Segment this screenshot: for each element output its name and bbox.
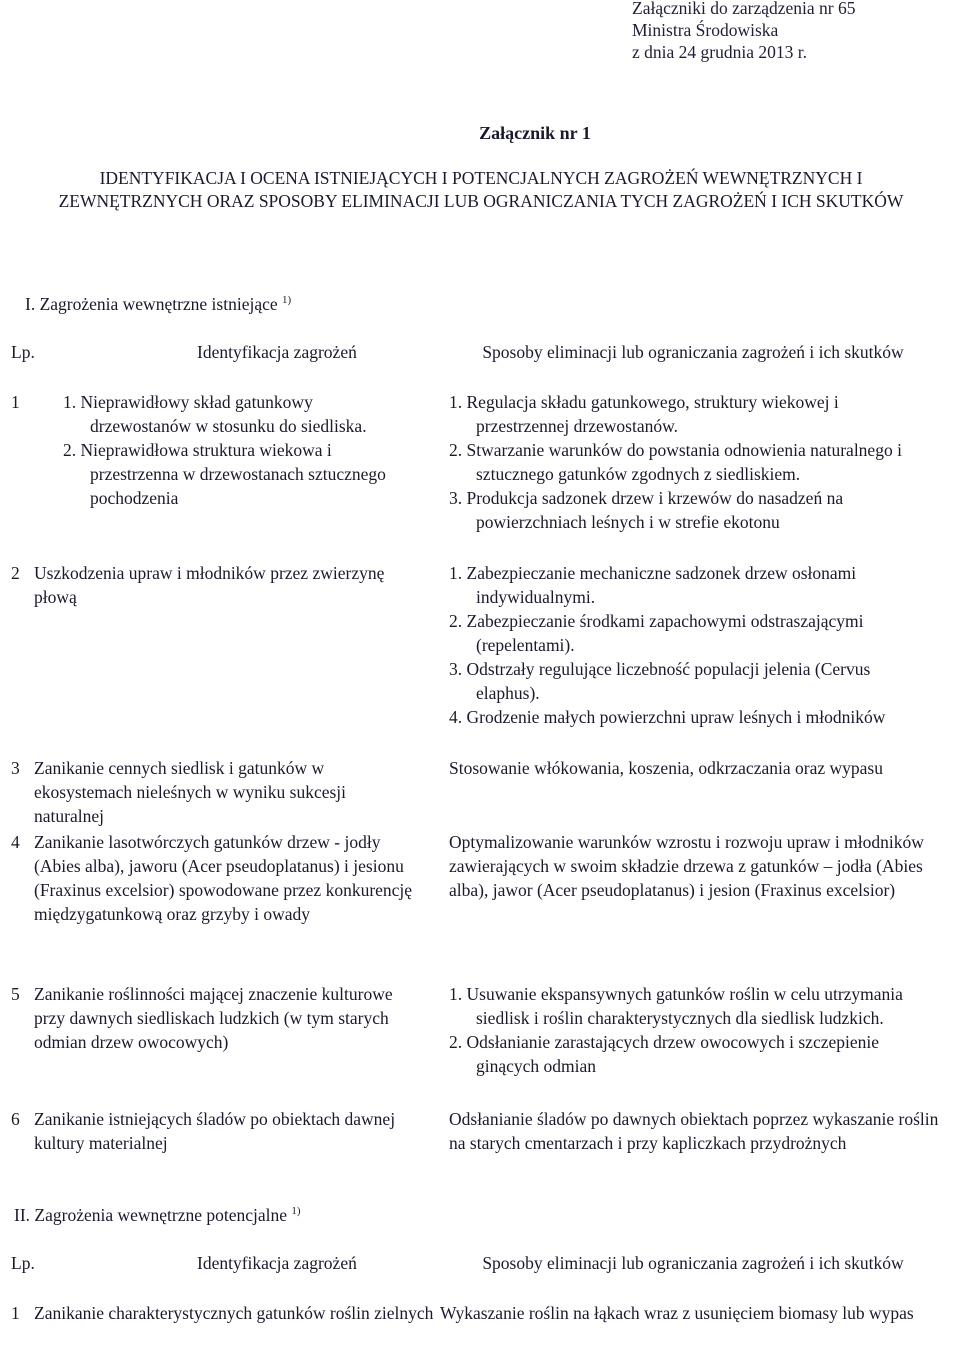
table-row bbox=[10, 980, 960, 1105]
method-text: Odsłanianie śladów po dawnych obiektach poprzez wykaszanie roślin na starych cmentarzach i przy kapliczkach przydrożnych bbox=[449, 1109, 939, 1153]
column-header-identification: Identyfikacja zagrożeń bbox=[197, 342, 357, 362]
row-number: 2 bbox=[11, 563, 20, 583]
method-item: 3. Produkcja sadzonek drzew i krzewów do nasadzeń na powierzchniach leśnych i w strefie ekotonu bbox=[449, 488, 844, 532]
method-item: 2. Odsłanianie zarastających drzew owocowych i szczepienie ginących odmian bbox=[449, 1032, 880, 1076]
methods-cell bbox=[435, 754, 960, 828]
method-item: 4. Grodzenie małych powierzchni upraw leśnych i młodników bbox=[449, 707, 886, 727]
threat-item: 2. Nieprawidłowa struktura wiekowa i przestrzenna w drzewostanach sztucznego pochodzenia bbox=[63, 440, 386, 508]
column-header-lp: Lp. bbox=[11, 1253, 35, 1273]
methods-cell bbox=[435, 1105, 960, 1181]
table-row bbox=[10, 388, 960, 558]
row-number: 6 bbox=[11, 1109, 20, 1129]
threat-cell bbox=[34, 754, 435, 828]
table-row bbox=[10, 828, 960, 980]
header-line: z dnia 24 grudnia 2013 r. bbox=[632, 42, 807, 62]
table-header-row bbox=[10, 1251, 960, 1299]
row-number: 1 bbox=[11, 1303, 20, 1323]
row-number: 5 bbox=[11, 984, 20, 1004]
document-header bbox=[632, 0, 855, 63]
row-number: 3 bbox=[11, 758, 20, 778]
method-item: 1. Zabezpieczanie mechaniczne sadzonek drzew osłonami indywidualnymi. bbox=[449, 563, 857, 607]
threat-cell bbox=[34, 1299, 435, 1349]
methods-cell bbox=[435, 558, 960, 754]
threat-text: Uszkodzenia upraw i młodników przez zwierzynę płową bbox=[34, 563, 385, 607]
column-header-lp: Lp. bbox=[11, 342, 35, 362]
threat-cell bbox=[34, 980, 435, 1105]
threats-table-potential bbox=[10, 1251, 960, 1349]
threat-cell bbox=[34, 558, 435, 754]
method-text: Optymalizowanie warunków wzrostu i rozwoju upraw i młodników zawierających w swoim składzie drzewa z gatunków – jodła (Abies alba), jawor (Acer pseudoplatanus) i jesion (Fraxinus excelsior) bbox=[449, 832, 924, 900]
methods-cell bbox=[435, 828, 960, 980]
header-line: Ministra Środowiska bbox=[632, 20, 779, 40]
method-item: 3. Odstrzały regulujące liczebność populacji jelenia (Cervus elaphus). bbox=[449, 659, 871, 703]
annex-number: Załącznik nr 1 bbox=[479, 123, 591, 143]
threat-cell bbox=[63, 388, 435, 558]
threat-text: Zanikanie charakterystycznych gatunków roślin zielnych bbox=[34, 1303, 434, 1323]
threat-text: Zanikanie lasotwórczych gatunków drzew - jodły (Abies alba), jaworu (Acer pseudoplatanus) i jesionu (Fraxinus excelsior) spowodowane przez konkurencję międzygatunkową oraz grzyby i owady bbox=[34, 832, 413, 924]
column-header-identification: Identyfikacja zagrożeń bbox=[197, 1253, 357, 1273]
method-text: Wykaszanie roślin na łąkach wraz z usunięciem biomasy lub wypas bbox=[440, 1303, 914, 1323]
row-number: 1 bbox=[11, 392, 20, 412]
footnote-marker: 1) bbox=[282, 294, 292, 306]
threat-cell bbox=[34, 1105, 435, 1181]
column-header-methods: Sposoby eliminacji lub ograniczania zagrożeń i ich skutków bbox=[482, 342, 904, 362]
threat-item: 1. Nieprawidłowy skład gatunkowy drzewostanów w stosunku do siedliska. bbox=[63, 392, 367, 436]
document-title: IDENTYFIKACJA I OCENA ISTNIEJĄCYCH I POTENCJALNYCH ZAGROŻEŃ WEWNĘTRZNYCH I ZEWNĘTRZNYCH ORAZ SPOSOBY ELIMINACJI LUB OGRANICZANIA TYCH ZAGROŻEŃ I ICH SKUTKÓW bbox=[58, 168, 904, 211]
header-line: Załączniki do zarządzenia nr 65 bbox=[632, 0, 856, 18]
method-item: 1. Regulacja składu gatunkowego, struktury wiekowej i przestrzennej drzewostanów. bbox=[449, 392, 839, 436]
table-row bbox=[10, 558, 960, 754]
table-row bbox=[10, 1105, 960, 1181]
threat-text: Zanikanie cennych siedlisk i gatunków w ekosystemach nieleśnych w wyniku sukcesji naturalnej bbox=[34, 758, 347, 826]
threat-text: Zanikanie roślinności mającej znaczenie kulturowe przy dawnych siedliskach ludzkich (w tym starych odmian drzew owocowych) bbox=[34, 984, 393, 1052]
table-header-row bbox=[10, 340, 960, 388]
method-item: 2. Stwarzanie warunków do powstania odnowienia naturalnego i sztucznego gatunków zgodnych z siedliskiem. bbox=[449, 440, 902, 484]
method-item: 2. Zabezpieczanie środkami zapachowymi odstraszającymi (repelentami). bbox=[449, 611, 864, 655]
threats-table-existing bbox=[10, 340, 960, 1181]
threat-cell bbox=[34, 828, 435, 980]
methods-cell bbox=[435, 1299, 960, 1349]
threat-text: Zanikanie istniejących śladów po obiektach dawnej kultury materialnej bbox=[34, 1109, 396, 1153]
method-item: 1. Usuwanie ekspansywnych gatunków roślin w celu utrzymania siedlisk i roślin charakterystycznych dla siedlisk ludzkich. bbox=[449, 984, 903, 1028]
table-row bbox=[10, 754, 960, 828]
column-header-methods: Sposoby eliminacji lub ograniczania zagrożeń i ich skutków bbox=[482, 1253, 904, 1273]
table-row bbox=[10, 1299, 960, 1349]
method-text: Stosowanie włókowania, koszenia, odkrzaczania oraz wypasu bbox=[449, 758, 883, 778]
section-heading-text: II. Zagrożenia wewnętrzne potencjalne bbox=[14, 1204, 288, 1225]
methods-cell bbox=[435, 388, 960, 558]
section-heading bbox=[14, 1199, 301, 1227]
section-heading bbox=[25, 288, 291, 316]
footnote-marker: 1) bbox=[291, 1205, 301, 1217]
row-number: 4 bbox=[11, 832, 20, 852]
section-heading-text: I. Zagrożenia wewnętrzne istniejące bbox=[25, 293, 278, 314]
methods-cell bbox=[435, 980, 960, 1105]
